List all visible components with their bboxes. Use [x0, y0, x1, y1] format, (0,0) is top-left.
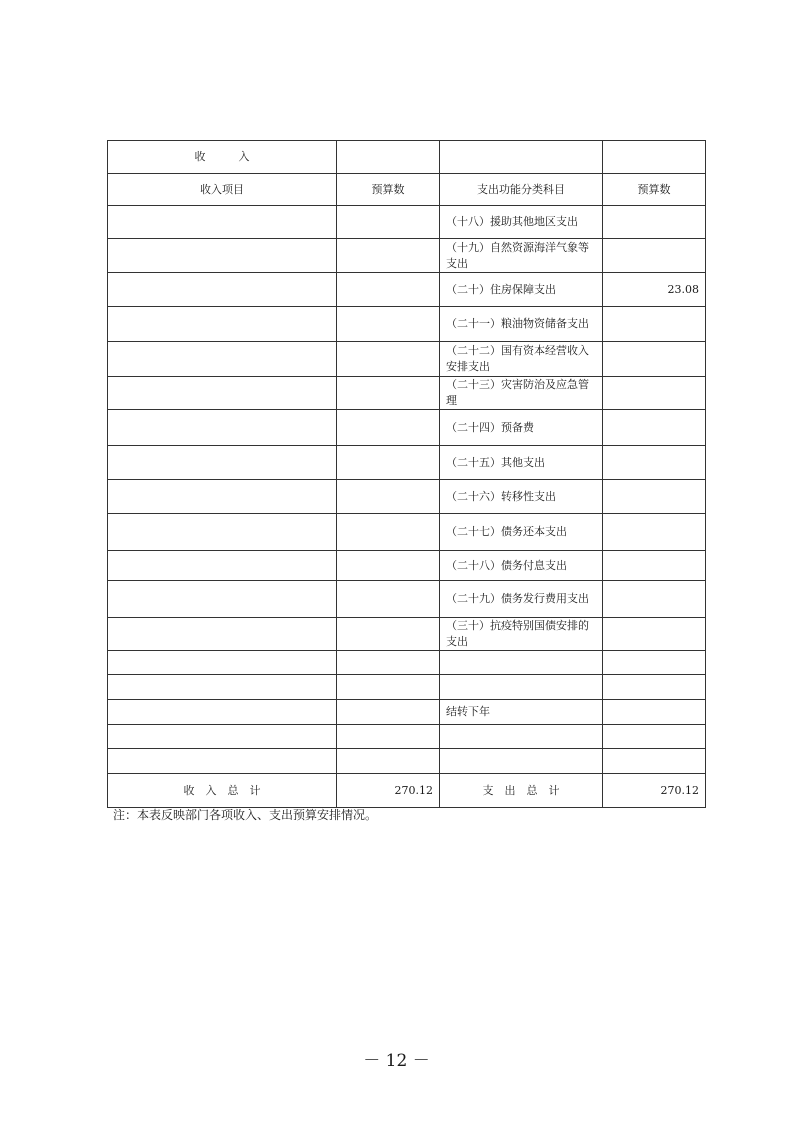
table-row — [108, 410, 706, 446]
income-item-cell — [108, 514, 337, 551]
table-row — [108, 239, 706, 273]
expense-item-cell: （三十）抗疫特别国债安排的支出 — [440, 618, 603, 651]
income-amount-cell — [337, 581, 440, 618]
income-item-cell — [108, 480, 337, 514]
income-item-cell — [108, 446, 337, 480]
expense-item-cell: （二十）住房保障支出 — [440, 273, 603, 307]
expense-item-cell: （二十五）其他支出 — [440, 446, 603, 480]
income-item-cell — [108, 206, 337, 239]
income-item-cell — [108, 700, 337, 725]
empty-cell — [337, 141, 440, 174]
income-item-cell — [108, 410, 337, 446]
table-row — [108, 273, 706, 307]
expense-item-cell — [440, 651, 603, 675]
income-item-cell — [108, 618, 337, 651]
expense-total-label: 支 出 总 计 — [440, 774, 603, 808]
expense-amount-cell — [603, 307, 706, 342]
income-amount-cell — [337, 749, 440, 774]
income-amount-cell — [337, 675, 440, 700]
table-row — [108, 342, 706, 377]
income-amount-cell — [337, 410, 440, 446]
expense-amount-cell — [603, 551, 706, 581]
income-amount-cell — [337, 206, 440, 239]
income-amount-cell — [337, 307, 440, 342]
income-amount-cell — [337, 618, 440, 651]
expense-amount-cell — [603, 675, 706, 700]
expense-item-cell: （二十七）债务还本支出 — [440, 514, 603, 551]
table-row — [108, 206, 706, 239]
income-amount-cell — [337, 700, 440, 725]
table-row — [108, 749, 706, 774]
expense-amount-cell — [603, 342, 706, 377]
expense-amount-cell: 23.08 — [603, 273, 706, 307]
table-row — [108, 480, 706, 514]
expense-amount-cell — [603, 410, 706, 446]
expense-amount-cell — [603, 480, 706, 514]
expense-item-cell: （十九）自然资源海洋气象等支出 — [440, 239, 603, 273]
income-total-value: 270.12 — [337, 774, 440, 808]
expense-amount-cell — [603, 206, 706, 239]
expense-item-cell: （二十六）转移性支出 — [440, 480, 603, 514]
table-row — [108, 700, 706, 725]
expense-amount-cell — [603, 651, 706, 675]
income-item-cell — [108, 273, 337, 307]
income-amount-cell — [337, 551, 440, 581]
expense-amount-cell — [603, 377, 706, 410]
expense-item-cell: （二十四）预备费 — [440, 410, 603, 446]
income-item-cell — [108, 581, 337, 618]
expense-amount-cell — [603, 749, 706, 774]
income-amount-cell — [337, 480, 440, 514]
expense-item-cell: （二十八）债务付息支出 — [440, 551, 603, 581]
expense-item-cell: （二十一）粮油物资储备支出 — [440, 307, 603, 342]
expense-amount-cell — [603, 446, 706, 480]
expense-amount-cell — [603, 581, 706, 618]
income-item-cell — [108, 725, 337, 749]
expense-item-cell — [440, 675, 603, 700]
col-budget-1: 预算数 — [337, 174, 440, 206]
income-item-cell — [108, 307, 337, 342]
page-number: － 12 － — [363, 1051, 430, 1071]
expense-total-value: 270.12 — [603, 774, 706, 808]
table-row — [108, 675, 706, 700]
table-row — [108, 725, 706, 749]
empty-cell — [603, 141, 706, 174]
table-note: 注：本表反映部门各项收入、支出预算安排情况。 — [113, 808, 378, 822]
totals-row — [108, 774, 706, 808]
income-amount-cell — [337, 514, 440, 551]
table-row — [108, 618, 706, 651]
income-item-cell — [108, 675, 337, 700]
income-amount-cell — [337, 725, 440, 749]
expense-item-cell — [440, 725, 603, 749]
expense-item-cell — [440, 749, 603, 774]
col-budget-2: 预算数 — [603, 174, 706, 206]
income-item-cell — [108, 651, 337, 675]
expense-amount-cell — [603, 725, 706, 749]
income-amount-cell — [337, 446, 440, 480]
col-expense-item: 支出功能分类科目 — [440, 174, 603, 206]
income-item-cell — [108, 749, 337, 774]
col-income-item: 收入项目 — [108, 174, 337, 206]
expense-item-cell: （十八）援助其他地区支出 — [440, 206, 603, 239]
expense-item-cell: （二十九）债务发行费用支出 — [440, 581, 603, 618]
section-income-label: 收 入 — [108, 141, 337, 174]
table-row — [108, 307, 706, 342]
income-amount-cell — [337, 377, 440, 410]
expense-item-cell: （二十三）灾害防治及应急管理 — [440, 377, 603, 410]
income-item-cell — [108, 239, 337, 273]
income-amount-cell — [337, 239, 440, 273]
income-total-label: 收 入 总 计 — [108, 774, 337, 808]
expense-item-cell: （二十二）国有资本经营收入安排支出 — [440, 342, 603, 377]
table-row — [108, 514, 706, 551]
table-row — [108, 581, 706, 618]
expense-amount-cell — [603, 514, 706, 551]
income-amount-cell — [337, 273, 440, 307]
expense-item-cell: 结转下年 — [440, 700, 603, 725]
budget-table — [107, 140, 706, 808]
section-header-row — [108, 141, 706, 174]
income-amount-cell — [337, 342, 440, 377]
expense-amount-cell — [603, 700, 706, 725]
income-item-cell — [108, 551, 337, 581]
table-row — [108, 651, 706, 675]
expense-amount-cell — [603, 239, 706, 273]
table-row — [108, 446, 706, 480]
table-row — [108, 377, 706, 410]
column-header-row — [108, 174, 706, 206]
income-amount-cell — [337, 651, 440, 675]
income-item-cell — [108, 342, 337, 377]
table-row — [108, 551, 706, 581]
income-item-cell — [108, 377, 337, 410]
empty-cell — [440, 141, 603, 174]
expense-amount-cell — [603, 618, 706, 651]
